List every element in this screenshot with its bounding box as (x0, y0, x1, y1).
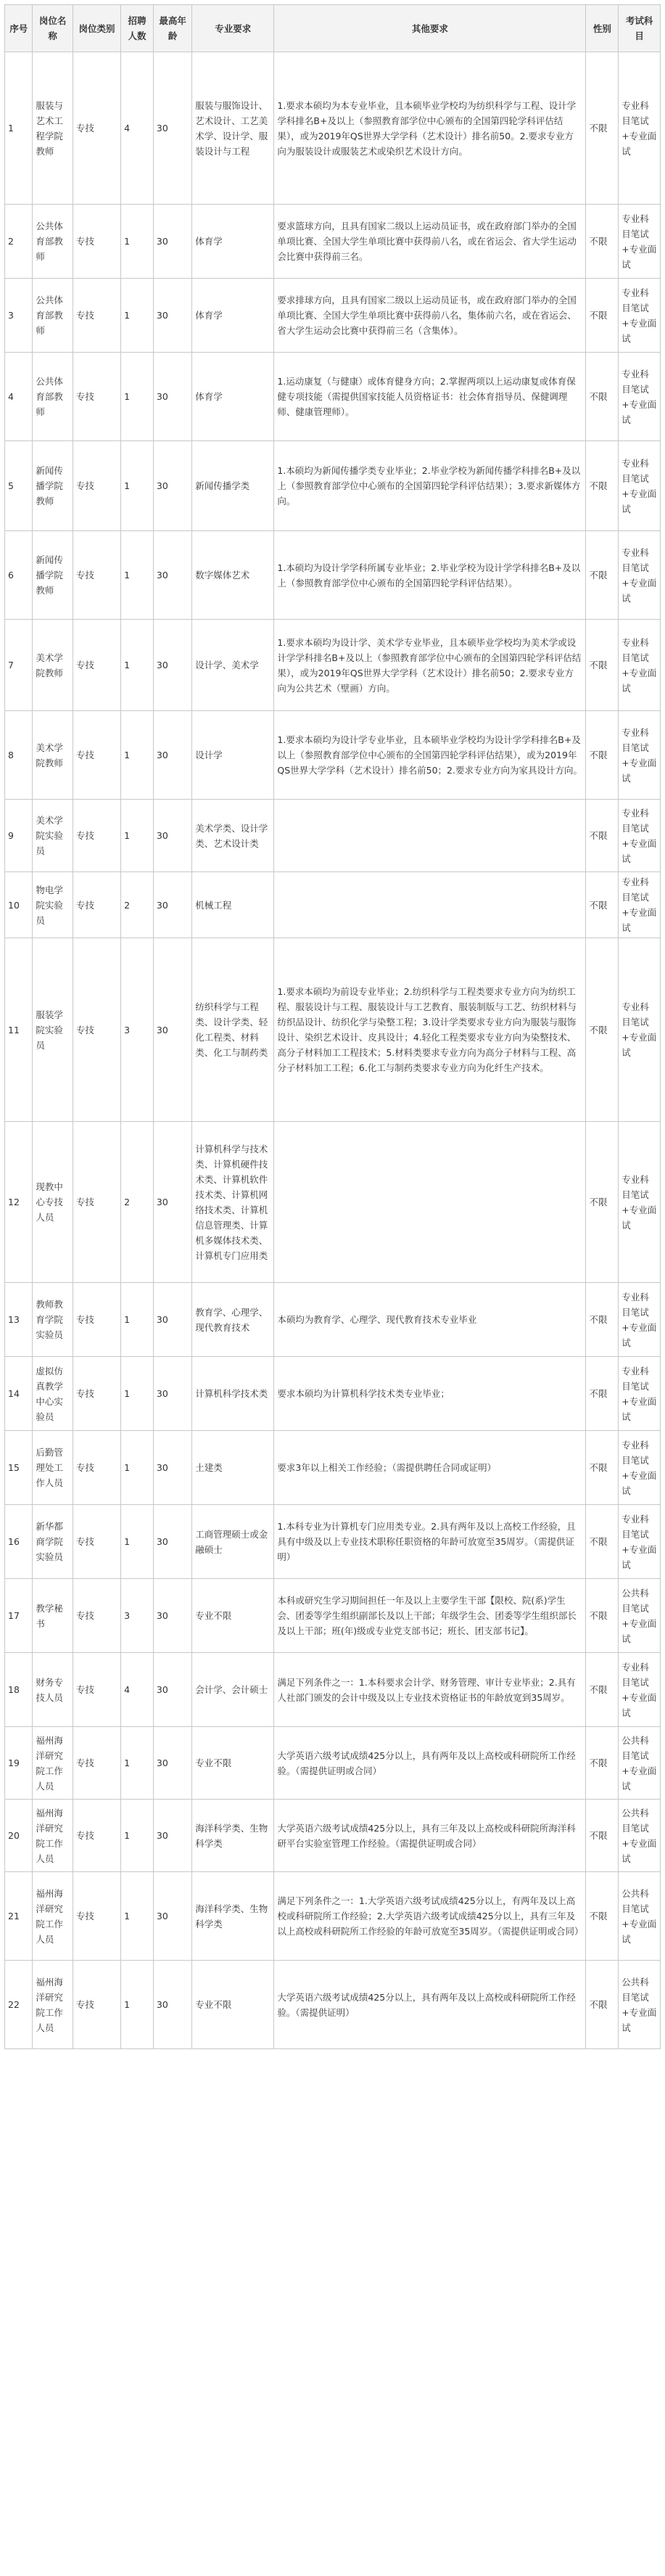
exam-subjects: 专业科目笔试+专业面试 (619, 872, 661, 938)
headcount: 1 (121, 800, 154, 872)
headcount: 1 (121, 353, 154, 441)
table-row (5, 1800, 661, 1872)
gender: 不限 (586, 1579, 619, 1653)
job-type: 专技 (73, 1727, 120, 1800)
gender: 不限 (586, 1505, 619, 1579)
row-number: 12 (5, 1122, 33, 1283)
headcount: 1 (121, 1727, 154, 1800)
header-cell: 岗位名称 (33, 5, 73, 52)
table-row (5, 872, 661, 938)
exam-subjects: 专业科目笔试+专业面试 (619, 441, 661, 531)
job-title: 新华都商学院实验员 (33, 1505, 73, 1579)
major-requirement: 海洋科学类、生物科学类 (192, 1800, 274, 1872)
row-number: 11 (5, 938, 33, 1122)
gender: 不限 (586, 1727, 619, 1800)
major-requirement: 海洋科学类、生物科学类 (192, 1872, 274, 1961)
max-age: 30 (153, 800, 191, 872)
job-type: 专技 (73, 1357, 120, 1431)
headcount: 3 (121, 1579, 154, 1653)
row-number: 14 (5, 1357, 33, 1431)
major-requirement: 土建类 (192, 1431, 274, 1505)
table-row (5, 938, 661, 1122)
job-type: 专技 (73, 1122, 120, 1283)
max-age: 30 (153, 52, 191, 205)
other-requirements: 大学英语六级考试成绩425分以上，具有两年及以上高校或科研院所工作经验。（需提供证明或合同） (274, 1727, 586, 1800)
row-number: 5 (5, 441, 33, 531)
table-row (5, 1727, 661, 1800)
headcount: 1 (121, 205, 154, 279)
exam-subjects: 专业科目笔试+专业面试 (619, 1357, 661, 1431)
max-age: 30 (153, 1800, 191, 1872)
table-row (5, 620, 661, 711)
major-requirement: 美术学类、设计学类、艺术设计类 (192, 800, 274, 872)
table-row (5, 1431, 661, 1505)
header-cell: 性别 (586, 5, 619, 52)
exam-subjects: 公共科目笔试+专业面试 (619, 1872, 661, 1961)
exam-subjects: 公共科目笔试+专业面试 (619, 1579, 661, 1653)
exam-subjects: 专业科目笔试+专业面试 (619, 205, 661, 279)
job-type: 专技 (73, 620, 120, 711)
exam-subjects: 专业科目笔试+专业面试 (619, 531, 661, 620)
job-title: 财务专技人员 (33, 1653, 73, 1727)
exam-subjects: 专业科目笔试+专业面试 (619, 1505, 661, 1579)
other-requirements: 要求3年以上相关工作经验；（需提供聘任合同或证明） (274, 1431, 586, 1505)
major-requirement: 工商管理硕士或金融硕士 (192, 1505, 274, 1579)
headcount: 1 (121, 1800, 154, 1872)
headcount: 2 (121, 872, 154, 938)
other-requirements: 满足下列条件之一：1.大学英语六级考试成绩425分以上，有两年及以上高校或科研院所工作经验；2.大学英语六级考试成绩425分以上，具有三年及以上高校或科研院所工作经验的年龄可放宽至35周岁。（需提供证明或合同） (274, 1872, 586, 1961)
headcount: 1 (121, 1431, 154, 1505)
table-row (5, 1961, 661, 2049)
job-title: 物电学院实验员 (33, 872, 73, 938)
job-title: 美术学院教师 (33, 620, 73, 711)
row-number: 13 (5, 1283, 33, 1357)
major-requirement: 体育学 (192, 205, 274, 279)
table-row (5, 711, 661, 800)
row-number: 15 (5, 1431, 33, 1505)
job-type: 专技 (73, 1579, 120, 1653)
headcount: 4 (121, 52, 154, 205)
job-type: 专技 (73, 1961, 120, 2049)
other-requirements (274, 1122, 586, 1283)
row-number: 7 (5, 620, 33, 711)
gender: 不限 (586, 711, 619, 800)
job-title: 服装学院实验员 (33, 938, 73, 1122)
table-row (5, 531, 661, 620)
header-cell: 最高年龄 (153, 5, 191, 52)
headcount: 1 (121, 1872, 154, 1961)
headcount: 2 (121, 1122, 154, 1283)
row-number: 1 (5, 52, 33, 205)
recruitment-table (4, 4, 661, 2049)
max-age: 30 (153, 1653, 191, 1727)
headcount: 1 (121, 531, 154, 620)
max-age: 30 (153, 938, 191, 1122)
major-requirement: 会计学、会计硕士 (192, 1653, 274, 1727)
exam-subjects: 公共科目笔试+专业面试 (619, 1961, 661, 2049)
job-title: 教学秘书 (33, 1579, 73, 1653)
gender: 不限 (586, 531, 619, 620)
job-type: 专技 (73, 711, 120, 800)
job-type: 专技 (73, 1653, 120, 1727)
job-type: 专技 (73, 1505, 120, 1579)
max-age: 30 (153, 1961, 191, 2049)
major-requirement: 纺织科学与工程类、设计学类、轻化工程类、材料类、化工与制药类 (192, 938, 274, 1122)
major-requirement: 服装与服饰设计、艺术设计、工艺美术学、设计学、服装设计与工程 (192, 52, 274, 205)
table-row (5, 1122, 661, 1283)
row-number: 18 (5, 1653, 33, 1727)
max-age: 30 (153, 1872, 191, 1961)
major-requirement: 新闻传播学类 (192, 441, 274, 531)
job-title: 服装与艺术工程学院教师 (33, 52, 73, 205)
job-title: 美术学院教师 (33, 711, 73, 800)
job-title: 福州海洋研究院工作人员 (33, 1727, 73, 1800)
gender: 不限 (586, 441, 619, 531)
max-age: 30 (153, 1505, 191, 1579)
other-requirements: 1.要求本硕均为设计学、美术学专业毕业，且本硕毕业学校均为美术学或设计学学科排名B+及以上（参照教育部学位中心颁布的全国第四轮学科评估结果），或为2019年QS世界大学学科（艺术设计）排名前50；2.要求专业方向为公共艺术（壁画）方向。 (274, 620, 586, 711)
gender: 不限 (586, 1800, 619, 1872)
max-age: 30 (153, 620, 191, 711)
headcount: 1 (121, 620, 154, 711)
job-type: 专技 (73, 1431, 120, 1505)
major-requirement: 机械工程 (192, 872, 274, 938)
job-type: 专技 (73, 1283, 120, 1357)
other-requirements: 1.本硕均为设计学学科所属专业毕业；2.毕业学校为设计学学科排名B+及以上（参照教育部学位中心颁布的全国第四轮学科评估结果）。 (274, 531, 586, 620)
other-requirements: 1.本科专业为计算机专门应用类专业。2.具有两年及以上高校工作经验，且具有中级及以上专业技术职称任职资格的年龄可放宽至35周岁。（需提供证明） (274, 1505, 586, 1579)
headcount: 4 (121, 1653, 154, 1727)
table-row (5, 1505, 661, 1579)
headcount: 1 (121, 711, 154, 800)
job-title: 虚拟仿真教学中心实验员 (33, 1357, 73, 1431)
max-age: 30 (153, 1357, 191, 1431)
exam-subjects: 专业科目笔试+专业面试 (619, 279, 661, 353)
gender: 不限 (586, 1653, 619, 1727)
row-number: 16 (5, 1505, 33, 1579)
job-type: 专技 (73, 52, 120, 205)
gender: 不限 (586, 1357, 619, 1431)
gender: 不限 (586, 1872, 619, 1961)
major-requirement: 数字媒体艺术 (192, 531, 274, 620)
job-type: 专技 (73, 938, 120, 1122)
other-requirements (274, 872, 586, 938)
headcount: 1 (121, 1283, 154, 1357)
header-cell: 考试科目 (619, 5, 661, 52)
max-age: 30 (153, 205, 191, 279)
major-requirement: 体育学 (192, 353, 274, 441)
exam-subjects: 专业科目笔试+专业面试 (619, 620, 661, 711)
row-number: 17 (5, 1579, 33, 1653)
table-row (5, 279, 661, 353)
exam-subjects: 专业科目笔试+专业面试 (619, 1122, 661, 1283)
table-row (5, 1872, 661, 1961)
exam-subjects: 专业科目笔试+专业面试 (619, 353, 661, 441)
exam-subjects: 专业科目笔试+专业面试 (619, 800, 661, 872)
max-age: 30 (153, 1431, 191, 1505)
job-title: 公共体育部教师 (33, 205, 73, 279)
exam-subjects: 专业科目笔试+专业面试 (619, 1283, 661, 1357)
major-requirement: 专业不限 (192, 1579, 274, 1653)
header-cell: 其他要求 (274, 5, 586, 52)
major-requirement: 设计学 (192, 711, 274, 800)
max-age: 30 (153, 711, 191, 800)
header-cell: 专业要求 (192, 5, 274, 52)
job-type: 专技 (73, 353, 120, 441)
row-number: 9 (5, 800, 33, 872)
max-age: 30 (153, 531, 191, 620)
job-title: 公共体育部教师 (33, 279, 73, 353)
table-row (5, 1653, 661, 1727)
max-age: 30 (153, 1579, 191, 1653)
other-requirements: 要求排球方向，且具有国家二级以上运动员证书，或在政府部门举办的全国单项比赛、全国大学生单项比赛中获得前八名，集体前六名，或在省运会、省大学生运动会比赛中获得前三名（含集体）。 (274, 279, 586, 353)
header-cell: 招聘人数 (121, 5, 154, 52)
exam-subjects: 专业科目笔试+专业面试 (619, 938, 661, 1122)
max-age: 30 (153, 872, 191, 938)
major-requirement: 设计学、美术学 (192, 620, 274, 711)
major-requirement: 计算机科学技术类 (192, 1357, 274, 1431)
row-number: 6 (5, 531, 33, 620)
gender: 不限 (586, 872, 619, 938)
other-requirements: 要求篮球方向，且具有国家二级以上运动员证书，或在政府部门举办的全国单项比赛、全国大学生单项比赛中获得前八名，或在省运会、省大学生运动会比赛中获得前三名。 (274, 205, 586, 279)
other-requirements (274, 800, 586, 872)
job-type: 专技 (73, 441, 120, 531)
row-number: 4 (5, 353, 33, 441)
row-number: 22 (5, 1961, 33, 2049)
other-requirements: 1.要求本硕均为设计学专业毕业，且本硕毕业学校均为设计学学科排名B+及以上（参照教育部学位中心颁布的全国第四轮学科评估结果），或为2019年QS世界大学学科（艺术设计）排名前50；2.要求专业方向为家具设计方向。 (274, 711, 586, 800)
row-number: 3 (5, 279, 33, 353)
other-requirements: 1.要求本硕均为本专业毕业，且本硕毕业学校均为纺织科学与工程、设计学学科排名B+及以上（参照教育部学位中心颁布的全国第四轮学科评估结果），或为2019年QS世界大学学科（艺术设计）排名前50。2.要求专业方向为服装设计或服装艺术或染织艺术设计方向。 (274, 52, 586, 205)
job-title: 新闻传播学院教师 (33, 441, 73, 531)
exam-subjects: 专业科目笔试+专业面试 (619, 1653, 661, 1727)
max-age: 30 (153, 1122, 191, 1283)
exam-subjects: 公共科目笔试+专业面试 (619, 1727, 661, 1800)
other-requirements: 1.运动康复（与健康）或体育健身方向；2.掌握两项以上运动康复或体育保健专项技能（需提供国家技能人员资格证书：社会体育指导员、保健调理师、健康管理师）。 (274, 353, 586, 441)
gender: 不限 (586, 279, 619, 353)
headcount: 1 (121, 1505, 154, 1579)
headcount: 3 (121, 938, 154, 1122)
headcount: 1 (121, 1961, 154, 2049)
header-cell: 岗位类别 (73, 5, 120, 52)
job-type: 专技 (73, 872, 120, 938)
exam-subjects: 专业科目笔试+专业面试 (619, 1431, 661, 1505)
table-row (5, 441, 661, 531)
other-requirements: 本硕均为教育学、心理学、现代教育技术专业毕业 (274, 1283, 586, 1357)
job-type: 专技 (73, 800, 120, 872)
table-row (5, 1357, 661, 1431)
job-title: 公共体育部教师 (33, 353, 73, 441)
row-number: 10 (5, 872, 33, 938)
other-requirements: 1.本硕均为新闻传播学类专业毕业；2.毕业学校为新闻传播学科排名B+及以上（参照教育部学位中心颁布的全国第四轮学科评估结果）；3.要求新媒体方向。 (274, 441, 586, 531)
job-type: 专技 (73, 279, 120, 353)
table-row (5, 353, 661, 441)
header-row (5, 5, 661, 52)
job-title: 新闻传播学院教师 (33, 531, 73, 620)
job-title: 福州海洋研究院工作人员 (33, 1872, 73, 1961)
table-row (5, 52, 661, 205)
job-title: 福州海洋研究院工作人员 (33, 1961, 73, 2049)
job-title: 美术学院实验员 (33, 800, 73, 872)
other-requirements: 满足下列条件之一：1.本科要求会计学、财务管理、审计专业毕业；2.具有人社部门颁发的会计中级及以上专业技术资格证书的年龄放宽到35周岁。 (274, 1653, 586, 1727)
max-age: 30 (153, 279, 191, 353)
gender: 不限 (586, 620, 619, 711)
major-requirement: 专业不限 (192, 1961, 274, 2049)
major-requirement: 专业不限 (192, 1727, 274, 1800)
exam-subjects: 公共科目笔试+专业面试 (619, 1800, 661, 1872)
row-number: 20 (5, 1800, 33, 1872)
job-title: 教师教育学院实验员 (33, 1283, 73, 1357)
gender: 不限 (586, 938, 619, 1122)
headcount: 1 (121, 279, 154, 353)
job-type: 专技 (73, 205, 120, 279)
other-requirements: 要求本硕均为计算机科学技术类专业毕业； (274, 1357, 586, 1431)
major-requirement: 计算机科学与技术类、计算机硬件技术类、计算机软件技术类、计算机网络技术类、计算机信息管理类、计算机多媒体技术类、计算机专门应用类 (192, 1122, 274, 1283)
job-title: 后勤管理处工作人员 (33, 1431, 73, 1505)
major-requirement: 教育学、心理学、现代教育技术 (192, 1283, 274, 1357)
other-requirements: 大学英语六级考试成绩425分以上，具有两年及以上高校或科研院所工作经验。（需提供证明） (274, 1961, 586, 2049)
exam-subjects: 专业科目笔试+专业面试 (619, 711, 661, 800)
job-title: 现教中心专技人员 (33, 1122, 73, 1283)
gender: 不限 (586, 1431, 619, 1505)
major-requirement: 体育学 (192, 279, 274, 353)
table-row (5, 1283, 661, 1357)
other-requirements: 1.要求本硕均为前设专业毕业；2.纺织科学与工程类要求专业方向为纺织工程、服装设计与工程、服装设计与工艺教育、服装制版与工艺、纺织材料与纺织品设计、纺织化学与染整工程；3.设计学类要求专业方向为服装与服饰设计、染织艺术设计、皮具设计；4.轻化工程类要求专业方向为染整技术、高分子材料加工工程技术；5.材料类要求专业方向为高分子材料与工程、高分子材料加工工程；6.化工与制药类要求专业方向为化纤生产技术。 (274, 938, 586, 1122)
row-number: 2 (5, 205, 33, 279)
job-type: 专技 (73, 531, 120, 620)
other-requirements: 本科或研究生学习期间担任一年及以上主要学生干部【限校、院(系)学生会、团委等学生组织副部长及以上干部；年级学生会、团委等学生组织部长及以上干部；班(年)级或专业党支部书记；班长、团支部书记】。 (274, 1579, 586, 1653)
job-type: 专技 (73, 1800, 120, 1872)
row-number: 8 (5, 711, 33, 800)
gender: 不限 (586, 1122, 619, 1283)
row-number: 21 (5, 1872, 33, 1961)
table-row (5, 205, 661, 279)
gender: 不限 (586, 800, 619, 872)
row-number: 19 (5, 1727, 33, 1800)
job-title: 福州海洋研究院工作人员 (33, 1800, 73, 1872)
max-age: 30 (153, 1727, 191, 1800)
other-requirements: 大学英语六级考试成绩425分以上，具有三年及以上高校或科研院所海洋科研平台实验室管理工作经验。（需提供证明或合同） (274, 1800, 586, 1872)
table-row (5, 1579, 661, 1653)
headcount: 1 (121, 441, 154, 531)
max-age: 30 (153, 1283, 191, 1357)
headcount: 1 (121, 1357, 154, 1431)
gender: 不限 (586, 1961, 619, 2049)
gender: 不限 (586, 205, 619, 279)
max-age: 30 (153, 353, 191, 441)
header-cell: 序号 (5, 5, 33, 52)
gender: 不限 (586, 52, 619, 205)
max-age: 30 (153, 441, 191, 531)
gender: 不限 (586, 1283, 619, 1357)
job-type: 专技 (73, 1872, 120, 1961)
exam-subjects: 专业科目笔试+专业面试 (619, 52, 661, 205)
table-row (5, 800, 661, 872)
gender: 不限 (586, 353, 619, 441)
